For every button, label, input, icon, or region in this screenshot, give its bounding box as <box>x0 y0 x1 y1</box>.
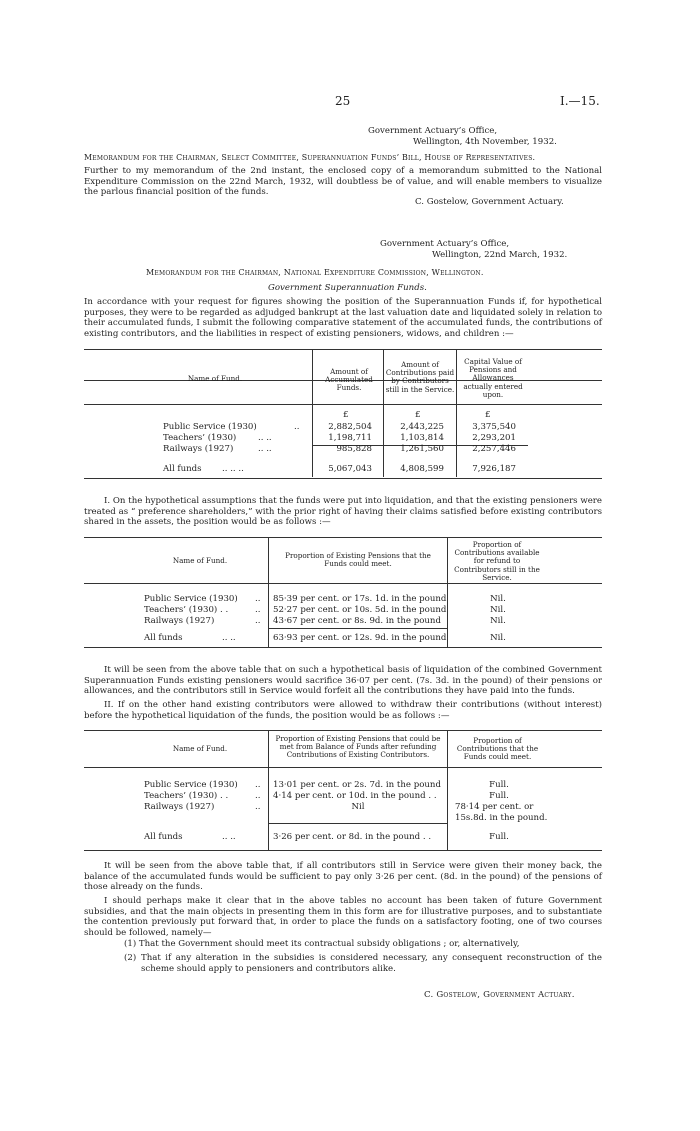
leader-dots: .. <box>255 594 261 604</box>
leader-dots: .. .. <box>222 633 236 643</box>
fund-name: Public Service (1930) <box>144 594 238 604</box>
table3-header-name: Name of Fund. <box>172 744 228 753</box>
fund-name: All funds <box>144 832 183 842</box>
pensions-proportion: 13·01 per cent. or 2s. 7d. in the pound <box>273 780 441 790</box>
fund-name: All funds <box>144 633 183 643</box>
contributions-proportion: Nil. <box>490 616 506 626</box>
table1-header-accumulated: Amount of Accumulated Funds. <box>325 367 373 393</box>
pensions-proportion: 4·14 per cent. or 10d. in the pound . . <box>273 791 437 801</box>
table1-header-capital: Capital Value of Pensions and Allowances actually entered upon. <box>463 357 523 399</box>
leader-dots: .. <box>255 605 261 615</box>
fund-name: Railways (1927) <box>163 444 234 454</box>
paragraph-2: It will be seen from the above table that on such a hypothetical basis of liquidation of the combined Government Superannuation Funds existing pensioners would sacrifice 36·07 per cent. (7s. 3d. in the pound) of their pensions or allowances, and the contributors still in Service would forfeit all the contributions they have paid into the funds. <box>84 665 602 697</box>
contributions-proportion: Full. <box>489 832 509 842</box>
contributions-proportion: Full. <box>489 791 509 801</box>
accumulated-funds: 1,198,711 <box>328 433 372 443</box>
contributions-proportion-cont: 15s.8d. in the pound. <box>455 813 548 823</box>
paragraph-3: II. If on the other hand existing contributors were allowed to withdraw their contributions (without interest) before the hypothetical liquidation of the funds, the position would be as follows :— <box>84 700 602 721</box>
table1-currency-a: £ <box>343 410 349 420</box>
memo2-office: Government Actuary’s Office, <box>380 239 510 249</box>
leader-dots: .. <box>255 791 261 801</box>
leader-dots: .. .. <box>222 832 236 842</box>
contributions-proportion: Nil. <box>490 633 506 643</box>
memo1-office: Government Actuary’s Office, <box>368 126 498 136</box>
contributions-proportion: Full. <box>489 780 509 790</box>
paragraph-1: I. On the hypothetical assumptions that the funds were put into liquidation, and that the existing pensioners were treated as “ preference shareholders,” with the prior right of having their claims satisfied before existing contributors shared in the assets, the position would be as follows :— <box>84 496 602 528</box>
contributions-proportion: 78·14 per cent. or <box>455 802 534 812</box>
memo1-title: Memorandum for the Chairman, Select Committee, Superannuation Funds’ Bill, House of Representatives. <box>84 153 536 162</box>
table1-header-name: Name of Fund. <box>187 374 243 383</box>
table3-header-pensions: Proportion of Existing Pensions that could be met from Balance of Funds after refunding Contributions of Existing Contributors. <box>275 734 441 760</box>
memo2-title: Memorandum for the Chairman, National Expenditure Commission, Wellington. <box>146 268 484 277</box>
fund-name: Teachers’ (1930) . . <box>144 605 229 615</box>
memo2-intro: In accordance with your request for figures showing the position of the Superannuation Funds if, for hypothetical purposes, they were to be regarded as adjudged bankrupt at the last valuation date and liquidated solely in relation to their accumulated funds, I submit the following comparative statement of the accumulated funds, the contributions of existing contributors, and the liabilities in respect of existing pensioners, widows, and children :— <box>84 297 602 339</box>
paragraph-4: It will be seen from the above table that, if all contributors still in Service were given their money back, the balance of the accumulated funds would be sufficient to pay only 3·26 per cent. (8d. in the pound) of the pensions of those already on the funds. <box>84 861 602 893</box>
fund-name: Railways (1927) <box>144 802 215 812</box>
accumulated-funds: 985,828 <box>336 444 372 454</box>
leader-dots: .. .. <box>258 433 272 443</box>
memo1-signature: C. Gostelow, Government Actuary. <box>415 197 564 207</box>
leader-dots: .. <box>255 780 261 790</box>
table2-header-name: Name of Fund. <box>172 556 228 565</box>
fund-name: Railways (1927) <box>144 616 215 626</box>
list-item-1: (1) That the Government should meet its contractual subsidy obligations ; or, alternatively, <box>124 939 520 949</box>
memo1-body: Further to my memorandum of the 2nd instant, the enclosed copy of a memorandum submitted to the National Expenditure Commission on the 22nd March, 1932, will doubtless be of value, and will enable members to visualize the parlous financial position of the funds. <box>84 166 602 198</box>
fund-name: Public Service (1930) <box>144 780 238 790</box>
pensions-proportion: Nil <box>351 802 365 812</box>
capital-value: 2,257,446 <box>472 444 516 454</box>
list-item-2-number: (2) <box>124 953 137 963</box>
table2-header-pensions: Proportion of Existing Pensions that the Funds could meet. <box>285 551 431 569</box>
memo2-place-date: Wellington, 22nd March, 1932. <box>432 250 568 260</box>
document-reference: I.—15. <box>560 94 600 108</box>
capital-value: 2,293,201 <box>472 433 516 443</box>
contributions-paid: 2,443,225 <box>400 422 444 432</box>
table1-header-contributions: Amount of Contributions paid by Contributors still in the Service. <box>385 360 455 394</box>
capital-value: 7,926,187 <box>472 464 516 474</box>
list-item-2: That if any alteration in the subsidies is considered necessary, any consequent reconstruction of the scheme should apply to pensioners and contributors alike. <box>141 953 602 974</box>
contributions-paid: 1,103,814 <box>400 433 444 443</box>
pensions-proportion: 52·27 per cent. or 10s. 5d. in the pound <box>273 605 447 615</box>
pensions-proportion: 63·93 per cent. or 12s. 9d. in the pound <box>273 633 447 643</box>
table3-header-contributions: Proportion of Contributions that the Funds could meet. <box>456 736 539 762</box>
leader-dots: .. .. .. <box>222 464 244 474</box>
signature-2: C. Gostelow, Government Actuary. <box>424 990 575 1000</box>
contributions-paid: 1,261,560 <box>400 444 444 454</box>
accumulated-funds: 5,067,043 <box>328 464 372 474</box>
leader-dots: .. <box>255 802 261 812</box>
pensions-proportion: 85·39 per cent. or 17s. 1d. in the pound <box>273 594 447 604</box>
fund-name: All funds <box>163 464 202 474</box>
capital-value: 3,375,540 <box>472 422 516 432</box>
fund-name: Public Service (1930) <box>163 422 257 432</box>
contributions-paid: 4,808,599 <box>400 464 444 474</box>
fund-name: Teachers’ (1930) <box>163 433 237 443</box>
pensions-proportion: 3·26 per cent. or 8d. in the pound . . <box>273 832 432 842</box>
memo2-subtitle: Government Superannuation Funds. <box>268 283 427 293</box>
fund-name: Teachers’ (1930) . . <box>144 791 229 801</box>
leader-dots: .. <box>294 422 300 432</box>
contributions-proportion: Nil. <box>490 594 506 604</box>
table1-currency-b: £ <box>415 410 421 420</box>
paragraph-5: I should perhaps make it clear that in the above tables no account has been taken of future Government subsidies, and that the main objects in presenting them in this form are for illustrative purposes, and to substantiate the contention previously put forward that, in order to place the funds on a satisfactory footing, one of two courses should be followed, namely— <box>84 896 602 938</box>
memo1-place-date: Wellington, 4th November, 1932. <box>413 137 557 147</box>
page-number: 25 <box>335 94 351 108</box>
table1-currency-c: £ <box>485 410 491 420</box>
pensions-proportion: 43·67 per cent. or 8s. 9d. in the pound <box>273 616 441 626</box>
accumulated-funds: 2,882,504 <box>328 422 372 432</box>
table2-header-contributions: Proportion of Contributions available for refund to Contributors still in the Service. <box>454 540 540 582</box>
leader-dots: .. <box>255 616 261 626</box>
leader-dots: .. .. <box>258 444 272 454</box>
contributions-proportion: Nil. <box>490 605 506 615</box>
